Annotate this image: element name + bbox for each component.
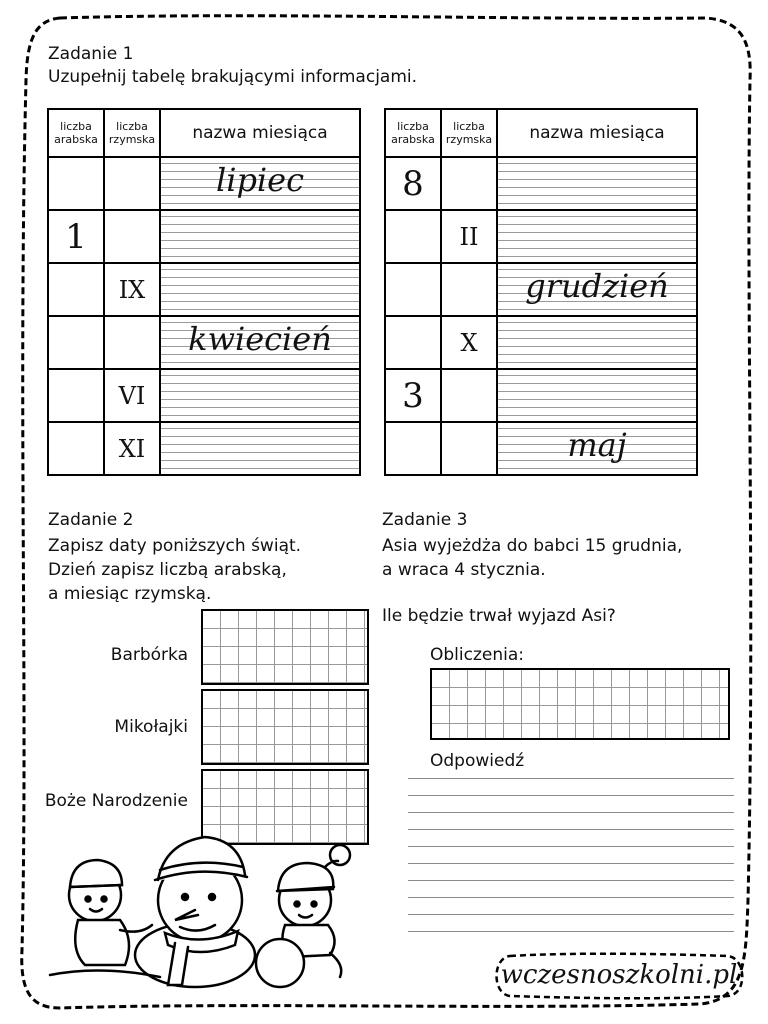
month-name-cell[interactable] bbox=[160, 157, 360, 210]
arabic-cell[interactable] bbox=[48, 263, 104, 316]
arabic-number: 1 bbox=[65, 216, 87, 257]
month-name-cell[interactable] bbox=[497, 422, 697, 475]
answer-line[interactable] bbox=[408, 846, 734, 847]
task2-line-1: Zapisz daty poniższych świąt. bbox=[48, 536, 302, 556]
month-table-right bbox=[384, 108, 698, 476]
arabic-cell[interactable] bbox=[48, 157, 104, 210]
holiday-label-boze-narodzenie: Boże Narodzenie bbox=[44, 791, 188, 811]
roman-cell[interactable]: VI bbox=[104, 369, 160, 422]
holiday-label-barborka: Barbórka bbox=[110, 645, 188, 665]
answer-line[interactable] bbox=[408, 795, 734, 796]
month-row bbox=[385, 210, 697, 263]
arabic-cell[interactable] bbox=[48, 316, 104, 369]
roman-cell[interactable] bbox=[104, 210, 160, 263]
month-row bbox=[48, 263, 360, 316]
date-grid-barborka[interactable] bbox=[201, 609, 369, 685]
arabic-cell[interactable] bbox=[385, 210, 441, 263]
month-row bbox=[385, 157, 697, 210]
task3-question: Ile będzie trwał wyjazd Asi? bbox=[382, 606, 616, 626]
task3-line-2: a wraca 4 stycznia. bbox=[382, 560, 546, 580]
arabic-cell[interactable] bbox=[385, 316, 441, 369]
month-row bbox=[48, 157, 360, 210]
month-row bbox=[385, 422, 697, 475]
col-roman-header: liczba rzymska bbox=[104, 109, 160, 157]
task1-heading: Zadanie 1 bbox=[48, 44, 134, 64]
col-name-header: nazwa miesiąca bbox=[160, 109, 360, 157]
task2-line-2: Dzień zapisz liczbą arabską, bbox=[48, 560, 287, 580]
month-name-cell[interactable] bbox=[160, 369, 360, 422]
task3-heading: Zadanie 3 bbox=[382, 510, 468, 530]
task2-line-3: a miesiąc rzymską. bbox=[48, 584, 212, 604]
arabic-cell[interactable] bbox=[385, 157, 441, 210]
month-row bbox=[48, 210, 360, 263]
month-row bbox=[385, 316, 697, 369]
roman-cell[interactable] bbox=[104, 157, 160, 210]
month-name-cell[interactable] bbox=[497, 316, 697, 369]
month-row bbox=[385, 263, 697, 316]
month-name-cell[interactable] bbox=[160, 263, 360, 316]
answer-line[interactable] bbox=[408, 931, 734, 932]
month-name-cell[interactable] bbox=[497, 157, 697, 210]
roman-cell[interactable] bbox=[441, 422, 497, 475]
date-grid-mikolajki[interactable] bbox=[201, 689, 369, 765]
arabic-cell[interactable] bbox=[48, 422, 104, 475]
roman-cell[interactable]: IX bbox=[104, 263, 160, 316]
month-name-cell[interactable] bbox=[497, 210, 697, 263]
month-table-left bbox=[47, 108, 361, 476]
month-name-handwriting: kwiecień bbox=[188, 320, 332, 358]
answer-line[interactable] bbox=[408, 914, 734, 915]
arabic-number: 3 bbox=[402, 375, 424, 416]
month-row bbox=[48, 422, 360, 475]
month-name-handwriting: grudzień bbox=[525, 267, 669, 305]
task1-instruction: Uzupełnij tabelę brakującymi informacjami. bbox=[48, 67, 418, 87]
roman-cell[interactable] bbox=[441, 263, 497, 316]
roman-cell[interactable] bbox=[441, 157, 497, 210]
task2-heading: Zadanie 2 bbox=[48, 510, 134, 530]
arabic-cell[interactable] bbox=[385, 422, 441, 475]
task3-line-1: Asia wyjeżdża do babci 15 grudnia, bbox=[382, 536, 683, 556]
col-roman-header: liczba rzymska bbox=[441, 109, 497, 157]
calc-label: Obliczenia: bbox=[430, 645, 524, 665]
arabic-number: 8 bbox=[402, 163, 424, 204]
arabic-cell[interactable] bbox=[385, 369, 441, 422]
month-name-cell[interactable] bbox=[497, 369, 697, 422]
col-arabic-header: liczba arabska bbox=[385, 109, 441, 157]
answer-line[interactable] bbox=[408, 863, 734, 864]
answer-line[interactable] bbox=[408, 880, 734, 881]
roman-cell[interactable] bbox=[441, 369, 497, 422]
site-logo-text: wczesnoszkolni.pl bbox=[500, 960, 738, 990]
month-name-handwriting: lipiec bbox=[215, 161, 305, 199]
month-name-cell[interactable] bbox=[497, 263, 697, 316]
answer-label: Odpowiedź bbox=[430, 751, 525, 771]
arabic-cell[interactable] bbox=[385, 263, 441, 316]
month-name-cell[interactable] bbox=[160, 422, 360, 475]
roman-cell[interactable] bbox=[104, 316, 160, 369]
month-row bbox=[48, 369, 360, 422]
month-row bbox=[48, 316, 360, 369]
col-name-header: nazwa miesiąca bbox=[497, 109, 697, 157]
month-name-handwriting: maj bbox=[567, 426, 627, 464]
answer-line[interactable] bbox=[408, 778, 734, 779]
month-name-cell[interactable] bbox=[160, 316, 360, 369]
roman-cell[interactable]: XI bbox=[104, 422, 160, 475]
month-row bbox=[385, 369, 697, 422]
answer-line[interactable] bbox=[408, 812, 734, 813]
col-arabic-header: liczba arabska bbox=[48, 109, 104, 157]
roman-cell[interactable]: X bbox=[441, 316, 497, 369]
answer-line[interactable] bbox=[408, 897, 734, 898]
holiday-label-mikolajki: Mikołajki bbox=[114, 717, 188, 737]
month-name-cell[interactable] bbox=[160, 210, 360, 263]
snowman-kids-illustration bbox=[40, 825, 380, 990]
calc-grid[interactable] bbox=[430, 668, 730, 740]
arabic-cell[interactable] bbox=[48, 369, 104, 422]
roman-cell[interactable]: II bbox=[441, 210, 497, 263]
arabic-cell[interactable] bbox=[48, 210, 104, 263]
answer-line[interactable] bbox=[408, 829, 734, 830]
